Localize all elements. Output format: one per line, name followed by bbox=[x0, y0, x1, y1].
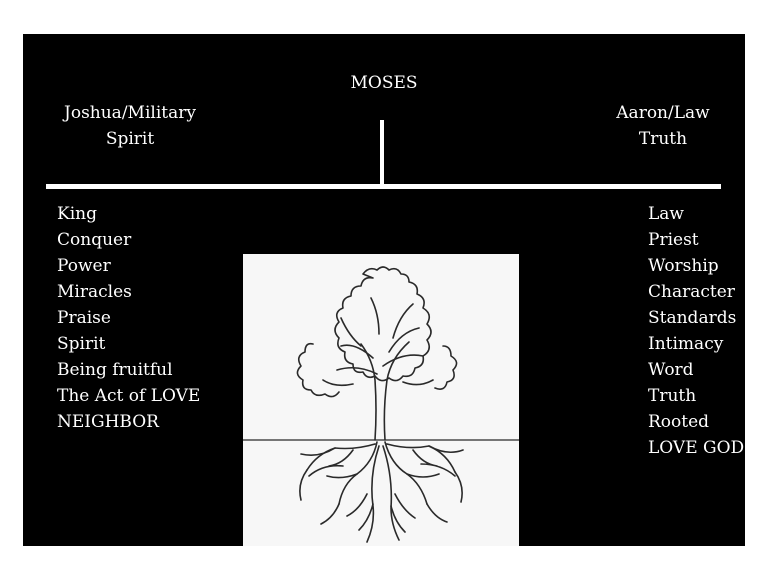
right-heading bbox=[598, 100, 728, 152]
left-list-item: NEIGHBOR bbox=[57, 412, 159, 432]
left-list-item: Spirit bbox=[57, 334, 106, 354]
left-heading bbox=[59, 100, 201, 152]
right-list-item: Law bbox=[648, 204, 684, 224]
horizontal-divider-line bbox=[46, 184, 721, 189]
moses-title: MOSES bbox=[350, 73, 418, 93]
right-list-item: Intimacy bbox=[648, 334, 724, 354]
diagram-slide bbox=[23, 34, 745, 546]
right-list-item: Word bbox=[648, 360, 694, 380]
tree-icon bbox=[243, 254, 519, 546]
right-list-item: Priest bbox=[648, 230, 699, 250]
tree-with-roots-illustration bbox=[243, 254, 519, 546]
right-list-item: Truth bbox=[648, 386, 697, 406]
left-list-item: Praise bbox=[57, 308, 111, 328]
left-list-item: Conquer bbox=[57, 230, 132, 250]
right-heading-line2: Truth bbox=[638, 129, 688, 149]
right-list-item: Standards bbox=[648, 308, 737, 328]
right-list-item: Character bbox=[648, 282, 735, 302]
left-heading-line2: Spirit bbox=[105, 129, 155, 149]
left-list-item: Power bbox=[57, 256, 111, 276]
right-heading-line1: Aaron/Law bbox=[616, 103, 710, 123]
right-list bbox=[648, 201, 744, 461]
left-list-item: The Act of LOVE bbox=[57, 386, 201, 406]
right-list-item: Rooted bbox=[648, 412, 710, 432]
vertical-connector-line bbox=[380, 120, 384, 188]
left-list bbox=[57, 201, 200, 435]
left-list-item: Miracles bbox=[57, 282, 132, 302]
left-list-item: Being fruitful bbox=[57, 360, 173, 380]
right-list-item: LOVE GOD bbox=[648, 438, 745, 458]
left-heading-line1: Joshua/Military bbox=[64, 103, 196, 123]
left-list-item: King bbox=[57, 204, 97, 224]
right-list-item: Worship bbox=[648, 256, 719, 276]
